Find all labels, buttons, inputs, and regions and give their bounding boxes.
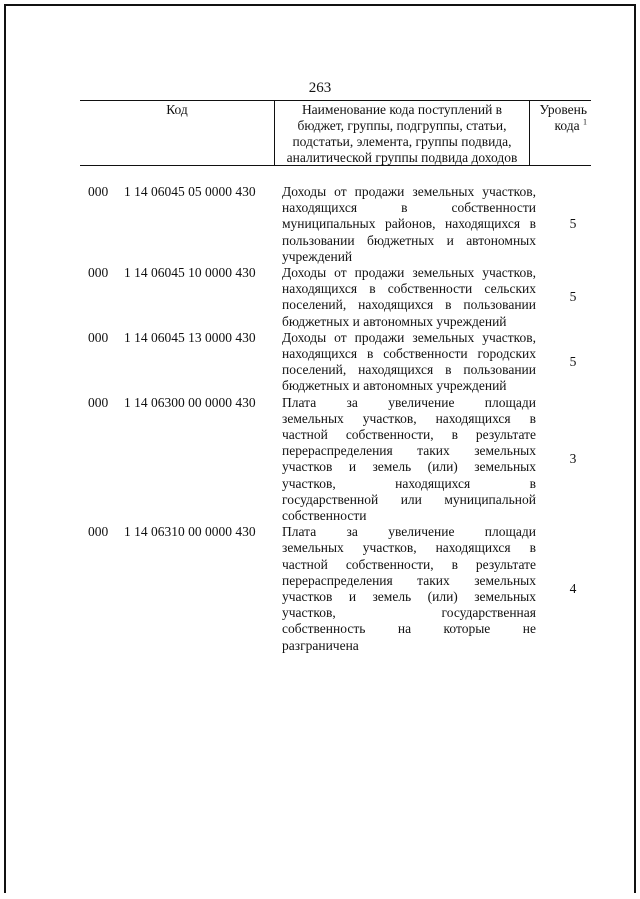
code-level-cell: 5 <box>569 216 577 232</box>
code-name-line: земельных участков, находящихся в <box>282 540 536 556</box>
code-name-line: участков, государственная <box>282 605 536 621</box>
code-level-cell: 3 <box>569 451 577 467</box>
header-level-word: кода <box>554 118 580 133</box>
table-row <box>88 330 588 395</box>
code-level-cell: 4 <box>569 580 577 596</box>
table-body <box>88 184 588 654</box>
code-name-cell <box>282 330 536 395</box>
code-name-line: муниципальных районов, находящихся в <box>282 216 536 232</box>
code-name-line: находящихся в собственности городских <box>282 346 536 362</box>
admin-code-cell: 000 <box>88 524 109 540</box>
code-name-line: находящихся в собственности сельских <box>282 281 536 297</box>
code-level-cell: 5 <box>569 354 577 370</box>
table-row <box>88 184 588 265</box>
header-name-line: аналитической группы подвида доходов <box>286 150 518 165</box>
code-name-line: собственность на которые не <box>282 621 536 637</box>
scan-border-top <box>4 4 636 6</box>
code-name-line: частной собственности, в результате <box>282 556 536 572</box>
footnote-marker: 1 <box>583 117 587 127</box>
admin-code-cell: 000 <box>88 265 109 281</box>
scan-border-right <box>634 4 636 893</box>
table-row <box>88 265 588 330</box>
code-name-line: собственности <box>282 508 367 524</box>
code-name-line: участков и земель (или) земельных <box>282 589 536 605</box>
budget-code-cell: 1 14 06045 10 0000 430 <box>124 265 256 281</box>
code-name-line: поселений, находящихся в пользовании <box>282 362 536 378</box>
header-level <box>530 101 591 165</box>
code-name-line: перераспределения таких земельных <box>282 443 536 459</box>
admin-code-cell: 000 <box>88 184 109 199</box>
scan-border-left <box>4 4 6 893</box>
header-level-line: Уровень <box>539 102 587 117</box>
code-name-cell <box>282 524 536 654</box>
code-name-cell <box>282 184 536 265</box>
code-name-line: земельных участков, находящихся в <box>282 410 536 426</box>
code-name-line: перераспределения таких земельных <box>282 572 536 588</box>
code-name-line: государственной или муниципальной <box>282 491 536 507</box>
code-name-cell <box>282 265 536 330</box>
admin-code-cell: 000 <box>88 394 109 410</box>
code-name-line: участков и земель (или) земельных <box>282 459 536 475</box>
code-name-line: участков, находящихся в <box>282 475 536 491</box>
code-name-cell <box>282 395 536 525</box>
code-name-line: частной собственности, в результате <box>282 427 536 443</box>
code-name-line: находящихся в собственности <box>282 200 536 216</box>
code-name-line: Доходы от продажи земельных участков, <box>282 265 536 281</box>
header-name-line: Наименование кода поступлений в <box>301 102 503 117</box>
header-name-line: подстатьи, элемента, группы подвида, <box>292 134 512 149</box>
header-name-line: бюджет, группы, подгруппы, статьи, <box>297 118 507 133</box>
code-name-line: учреждений <box>282 248 353 264</box>
code-name-line: поселений, находящихся в пользовании <box>282 297 536 313</box>
code-name-line: бюджетных и автономных учреждений <box>282 313 507 329</box>
code-name-line: бюджетных и автономных учреждений <box>282 378 507 394</box>
table-row <box>88 524 588 654</box>
budget-code-cell: 1 14 06300 00 0000 430 <box>124 394 256 410</box>
code-name-line: Плата за увеличение площади <box>282 394 536 410</box>
budget-code-cell: 1 14 06045 05 0000 430 <box>124 184 256 199</box>
code-name-line: Доходы от продажи земельных участков, <box>282 329 536 345</box>
header-code: Код <box>166 102 188 117</box>
header-name <box>274 101 530 165</box>
code-name-line: разграничена <box>282 637 359 653</box>
table-header <box>80 100 591 166</box>
budget-code-cell: 1 14 06310 00 0000 430 <box>124 524 256 540</box>
code-name-line: Плата за увеличение площади <box>282 524 536 540</box>
admin-code-cell: 000 <box>88 329 109 345</box>
budget-code-cell: 1 14 06045 13 0000 430 <box>124 329 256 345</box>
table-row <box>88 395 588 525</box>
header-level-line <box>530 118 587 134</box>
page-number: 263 <box>308 80 332 96</box>
code-level-cell: 5 <box>569 289 577 305</box>
code-name-line: пользовании бюджетных и автономных <box>282 232 536 248</box>
code-name-line: Доходы от продажи земельных участков, <box>282 184 536 199</box>
